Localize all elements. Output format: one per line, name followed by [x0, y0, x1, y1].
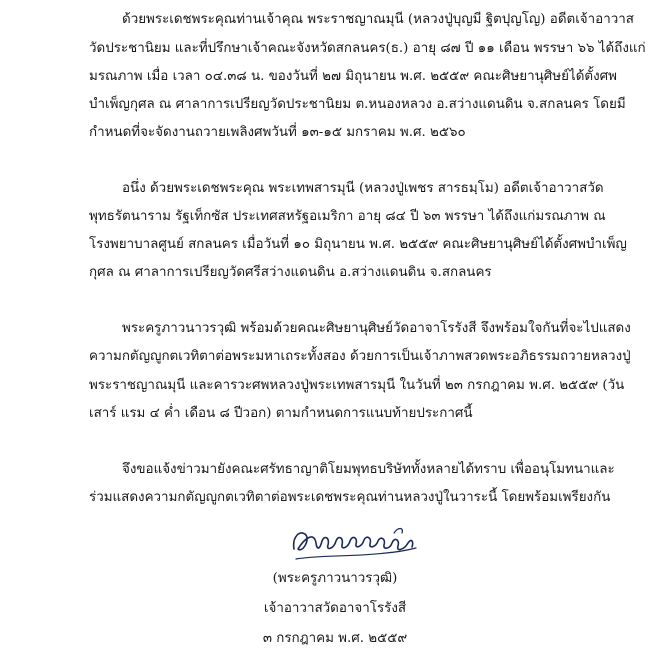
paragraph-3-line-1: พระครูภาวนาวรวุฒิ พร้อมด้วยคณะศิษยานุศิษย์วัดอาจาโรรังสี จึงพร้อมใจกันที่จะไปแสดง	[122, 321, 631, 336]
announcement-date: ๓ กรกฎาคม พ.ศ. ๒๕๕๙	[262, 631, 408, 646]
paragraph-3-line-3: พระราชญาณมุนี และคารวะศพหลวงปู่พระเทพสารมุนี ในวันที่ ๒๓ กรกฎาคม พ.ศ. ๒๕๕๙ (วัน	[89, 378, 625, 393]
paragraph-4-line-1: จึงขอแจ้งข่าวมายังคณะศรัทธาญาติโยมพุทธบริษัททั้งหลายได้ทราบ เพื่ออนุโมทนาและ	[122, 462, 615, 477]
paragraph-1-line-1: ด้วยพระเดชพระคุณท่านเจ้าคุณ พระราชญาณมุนี (หลวงปู่บุญมี ฐิตปุญโญ) อดีตเจ้าอาวาส	[122, 12, 634, 27]
paragraph-2-line-1: อนึ่ง ด้วยพระเดชพระคุณ พระเทพสารมุนี (หลวงปู่เพชร สารธมฺโม) อดีตเจ้าอาวาสวัด	[122, 181, 604, 196]
paragraph-2-line-2: พุทธรัตนาราม รัฐเท็กซัส ประเทศสหรัฐอเมริกา อายุ ๘๔ ปี ๖๓ พรรษา ได้ถึงแก่มรณภาพ ณ	[89, 209, 606, 224]
paragraph-1-line-2: วัดประชานิยม และที่ปรึกษาเจ้าคณะจังหวัดสกลนคร(ธ.) อายุ ๘๗ ปี ๑๑ เดือน พรรษา ๖๖ ได้ถึงแก่	[89, 41, 646, 56]
handwritten-signature	[290, 519, 420, 565]
paragraph-3-line-4: เสาร์ แรม ๔ ค่ำ เดือน ๘ ปีวอก) ตามกำหนดการแนบท้ายประกาศนี้	[89, 406, 473, 421]
paragraph-2-line-3: โรงพยาบาลศูนย์ สกลนคร เมื่อวันที่ ๑๐ มิถุนายน พ.ศ. ๒๕๕๙ คณะศิษยานุศิษย์ได้ตั้งศพบำเพ็ญ	[89, 237, 627, 252]
paragraph-1-line-5: กำหนดที่จะจัดงานถวายเพลิงศพวันที่ ๑๓-๑๕ มกราคม พ.ศ. ๒๕๖๐	[89, 125, 466, 140]
paragraph-3-line-2: ความกตัญญูกตเวทิตาต่อพระมหาเถระทั้งสอง ด้วยการเป็นเจ้าภาพสวดพระอภิธรรมถวายหลวงปู่	[89, 349, 631, 364]
paragraph-1-line-3: มรณภาพ เมื่อ เวลา ๐๔.๓๘ น. ของวันที่ ๒๗ มิถุนายน พ.ศ. ๒๕๕๙ คณะศิษยานุศิษย์ได้ตั้งศพ	[89, 69, 617, 84]
paragraph-1-line-4: บำเพ็ญกุศล ณ ศาลาการเปรียญวัดประชานิยม ต.หนองหลวง อ.สว่างแดนดิน จ.สกลนคร โดยมี	[89, 97, 626, 112]
signer-position: เจ้าอาวาสวัดอาจาโรรังสี	[263, 601, 407, 616]
paragraph-2-line-4: กุศล ณ ศาลาการเปรียญวัดศรีสว่างแดนดิน อ.สว่างแดนดิน จ.สกลนคร	[89, 265, 492, 280]
signer-name: (พระครูภาวนาวรวุฒิ)	[272, 571, 398, 586]
paragraph-4-line-2: ร่วมแสดงความกตัญญูกตเวทิตาต่อพระเดชพระคุณท่านหลวงปู่ในวาระนี้ โดยพร้อมเพรียงกัน	[89, 490, 611, 505]
